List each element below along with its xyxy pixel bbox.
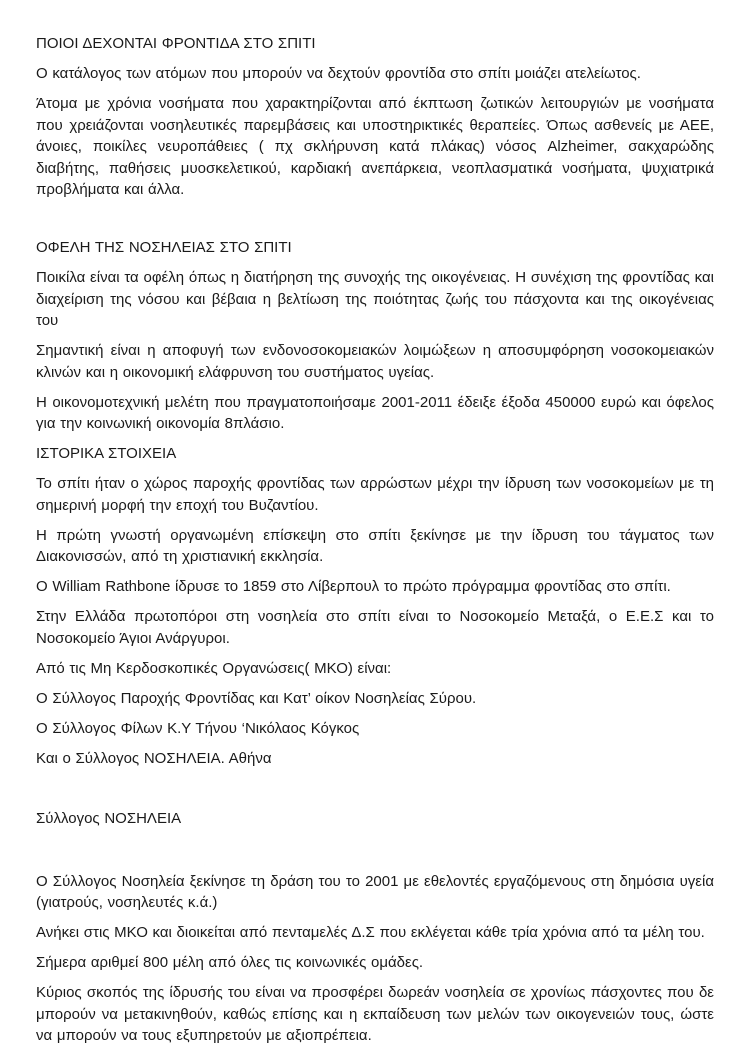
paragraph-chronic-diseases: Άτομα με χρόνια νοσήματα που χαρακτηρίζονται από έκπτωση ζωτικών λειτουργιών με νοσήματα που χρειάζονται νοσηλευτικές παρεμβάσεις και υποστηρικτικές θεραπείες. Όπως ασθενείς με ΑΕΕ, άνοιες, ποικίλες νευροπάθειες ( πχ σκλήρυνση κατά πλάκας) νόσος Alzheimer, σακχαρώδης διαβήτης, παθήσεις μυοσκελετικού, καρδιακή ανεπάρκεια, νεοπλασματικά νοσήματα, ψυχιατρικά προβλήματα και άλλα.: [36, 95, 714, 198]
document-body: [36, 33, 714, 1047]
blank-line: [36, 209, 714, 237]
blank-line: [36, 838, 714, 871]
paragraph-ngo-nosilia-athens: Και ο Σύλλογος ΝΟΣΗΛΕΙΑ. Αθήνα: [36, 749, 272, 767]
paragraph-first-organized-visit: Η πρώτη γνωστή οργανωμένη επίσκεψη στο σπίτι ξεκίνησε με την ίδρυση του τάγματος των Διακονισσών, από τη χριστιανική εκκλησία.: [36, 526, 714, 565]
paragraph-greece-pioneers: Στην Ελλάδα πρωτοπόροι στη νοσηλεία στο σπίτι είναι το Νοσοκομείο Μεταξά, ο Ε.Ε.Σ και το Νοσοκομείο Άγιοι Ανάργυροι.: [36, 608, 714, 647]
paragraph-ngo-tinos: Ο Σύλλογος Φίλων Κ.Υ Τήνου ‘Νικόλαος Κόγκος: [36, 719, 360, 737]
paragraph-ngo-syros: Ο Σύλλογος Παροχής Φροντίδας και Κατ’ οίκον Νοσηλείας Σύρου.: [36, 689, 477, 707]
paragraph-nosilia-board: Ανήκει στις ΜΚΟ και διοικείται από πενταμελές Δ.Σ που εκλέγεται κάθε τρία χρόνια από τα μέλη του.: [36, 924, 705, 941]
paragraph-nosilia-members: Σήμερα αριθμεί 800 μέλη από όλες τις κοινωνικές ομάδες.: [36, 954, 424, 971]
subsection-title-nosilia-association: Σύλλογος ΝΟΣΗΛΕΙΑ: [36, 809, 182, 827]
section-heading-benefits: ΟΦΕΛΗ ΤΗΣ ΝΟΣΗΛΕΙΑΣ ΣΤΟ ΣΠΙΤΙ: [36, 239, 292, 256]
paragraph-benefits-family: Ποικίλα είναι τα οφέλη όπως η διατήρηση της συνοχής της οικογένειας. Η συνέχιση της φροντίδας και διαχείριση της νόσου και βέβαια η βελτίωση της ποιότητας ζωής του πάσχοντα και της οικογένειας του: [36, 269, 714, 329]
paragraph-nosilia-founding: Ο Σύλλογος Νοσηλεία ξεκίνησε τη δράση του το 2001 με εθελοντές εργαζόμενους στη δημόσια υγεία (γιατρούς, νοσηλευτές κ.ά.): [36, 872, 714, 911]
paragraph-nosilia-purpose: Κύριος σκοπός της ίδρυσής του είναι να προσφέρει δωρεάν νοσηλεία σε χρονίως πάσχοντες που δε μπορούν να μετακινηθούν, καθώς επίσης και η εκπαίδευση των μελών των οικογενειών τους, ώστε να μπορούν να τους εξυπηρετούν με αξιοπρέπεια.: [36, 984, 714, 1044]
paragraph-william-rathbone: Ο William Rathbone ίδρυσε το 1859 στο Λίβερπουλ το πρώτο πρόγραμμα φροντίδας στο σπίτι.: [36, 578, 671, 595]
blank-line: [36, 778, 714, 808]
paragraph-ngo-intro: Από τις Μη Κερδοσκοπικές Οργανώσεις( ΜΚΟ) είναι:: [36, 659, 392, 677]
section-heading-history: ΙΣΤΟΡΙΚΑ ΣΤΟΙΧΕΙΑ: [36, 445, 177, 462]
paragraph-economic-study: Η οικονομοτεχνική μελέτη που πραγματοποιήσαμε 2001-2011 έδειξε έξοδα 450000 ευρώ και όφελος για την κοινωνική οικονομία 8πλάσιο.: [36, 393, 714, 432]
paragraph-infection-avoidance: Σημαντική είναι η αποφυγή των ενδονοσοκομειακών λοιμώξεων η αποσυμφόρηση νοσοκομειακών κλινών και η οικονομική ελάφρυνση του συστήματος υγείας.: [36, 342, 714, 381]
section-heading-who-receives-care: ΠΟΙΟΙ ΔΕΧΟΝΤΑΙ ΦΡΟΝΤΙΔΑ ΣΤΟ ΣΠΙΤΙ: [36, 35, 316, 52]
paragraph-care-list: Ο κατάλογος των ατόμων που μπορούν να δεχτούν φροντίδα στο σπίτι μοιάζει ατελείωτος.: [36, 65, 641, 82]
paragraph-home-care-history: Το σπίτι ήταν ο χώρος παροχής φροντίδας των αρρώστων μέχρι την ίδρυση των νοσοκομείων με τη σημερινή μορφή την εποχή του Βυζαντίου.: [36, 475, 714, 514]
